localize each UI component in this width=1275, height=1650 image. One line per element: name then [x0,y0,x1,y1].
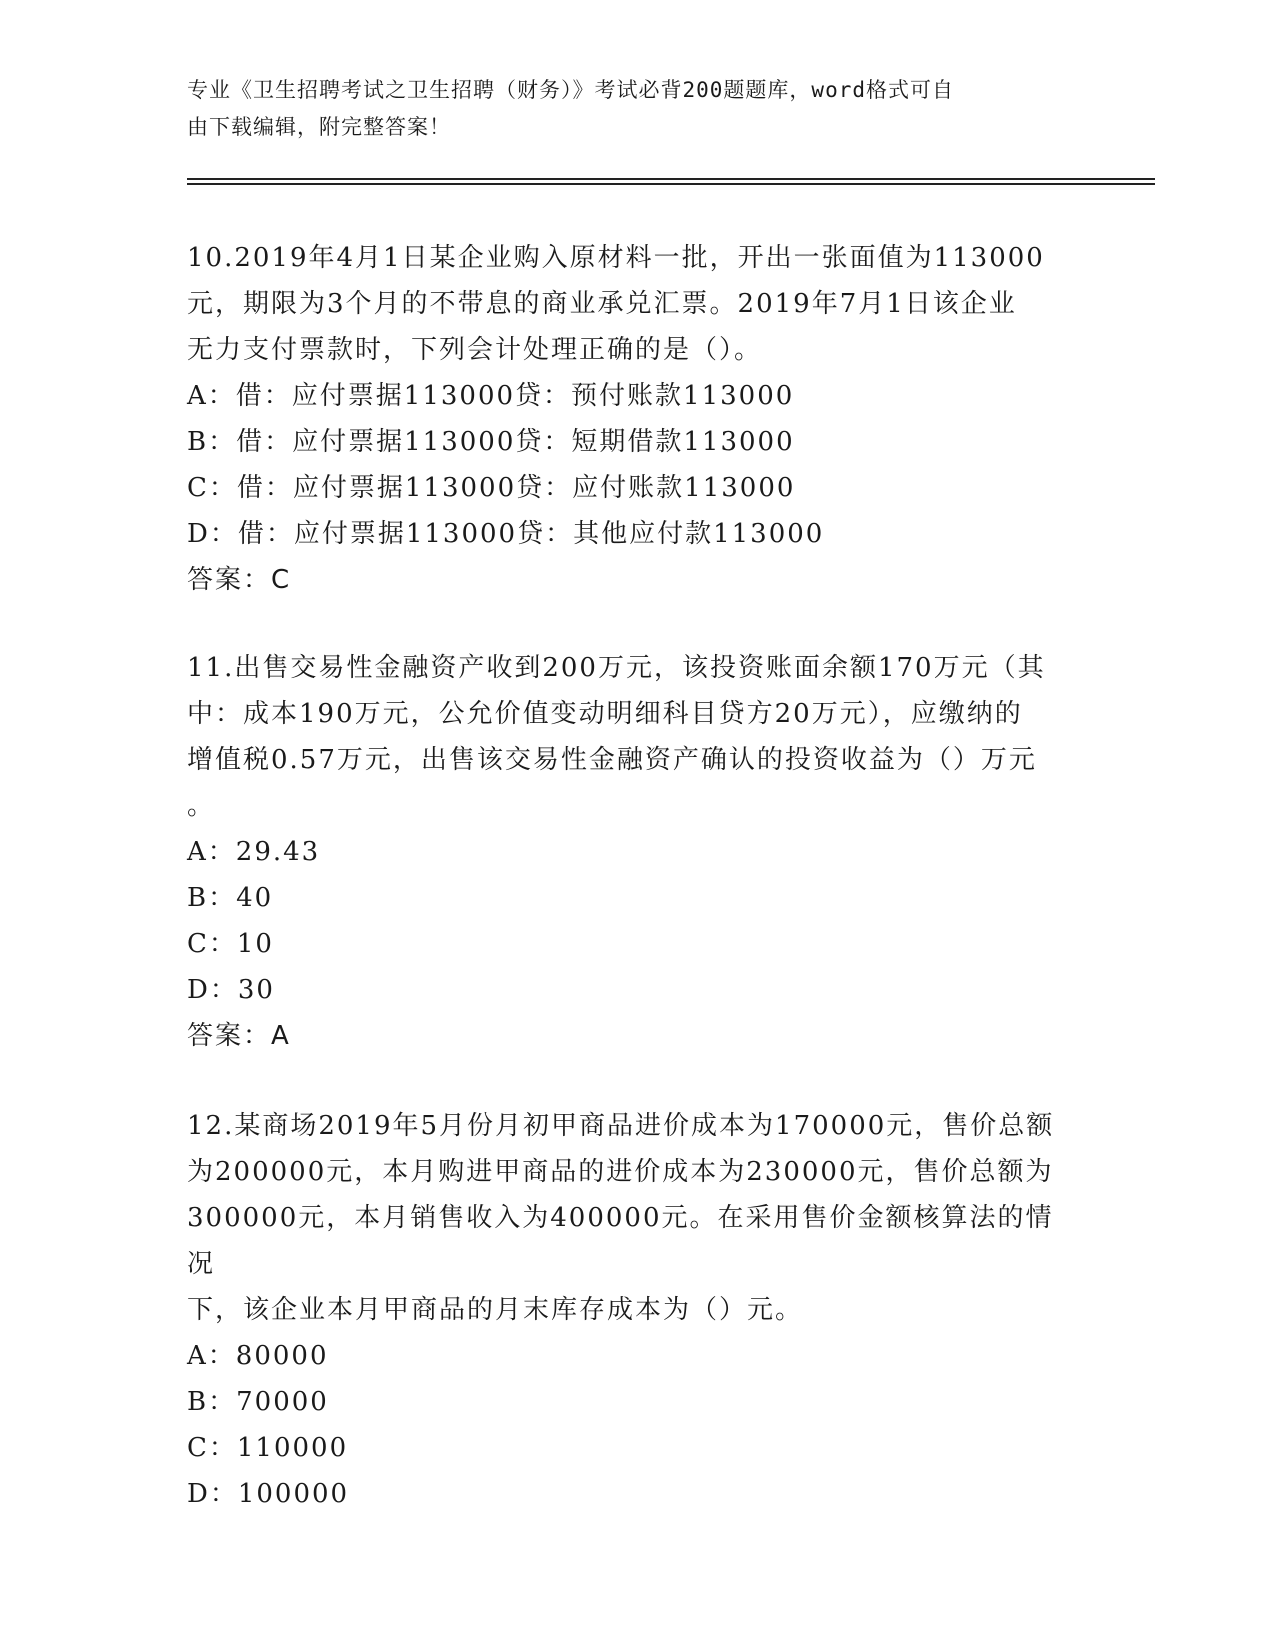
question-line: 中：成本190万元，公允价值变动明细科目贷方20万元），应缴纳的 [187,699,1023,729]
options-list [187,829,1077,1013]
header-divider-bottom [187,183,1155,185]
question-line: 10.2019年4月1日某企业购入原材料一批，开出一张面值为113000 [187,243,1045,273]
option-d: D：30 [187,975,275,1005]
question-text [187,1103,1077,1333]
question-line: 11.出售交易性金融资产收到200万元，该投资账面余额170万元（其 [187,653,1046,683]
answer-label: 答案：C [187,565,292,595]
document-header [187,72,1067,146]
option-c: C：110000 [187,1433,349,1463]
question-line: 元，期限为3个月的不带息的商业承兑汇票。2019年7月1日该企业 [187,289,1017,319]
question-line: 增值税0.57万元，出售该交易性金融资产确认的投资收益为（）万元 [187,745,1037,775]
question-12 [187,1103,1077,1517]
question-text [187,235,1077,373]
option-a: A：借：应付票据113000贷：预付账款113000 [187,381,795,411]
question-line: 12.某商场2019年5月份月初甲商品进价成本为170000元，售价总额 [187,1111,1055,1141]
option-b: B：40 [187,883,274,913]
answer-label: 答案：A [187,1021,291,1051]
question-line: 无力支付票款时，下列会计处理正确的是（）。 [187,335,763,365]
option-b: B：70000 [187,1387,329,1417]
header-line-2: 由下载编辑，附完整答案！ [187,115,451,139]
options-list [187,373,1077,557]
option-c: C：借：应付票据113000贷：应付账款113000 [187,473,796,503]
option-a: A：80000 [187,1341,329,1371]
option-b: B：借：应付票据113000贷：短期借款113000 [187,427,795,457]
option-a: A：29.43 [187,837,321,867]
option-d: D：100000 [187,1479,350,1509]
header-divider-top [187,178,1155,180]
question-line: 300000元，本月销售收入为400000元。在采用售价金额核算法的情况 [187,1203,1054,1279]
question-line: 。 [187,791,216,821]
option-d: D：借：应付票据113000贷：其他应付款113000 [187,519,825,549]
question-text [187,645,1077,829]
question-line: 下，该企业本月甲商品的月末库存成本为（）元。 [187,1295,804,1325]
header-line-1: 专业《卫生招聘考试之卫生招聘（财务）》考试必背200题题库，word格式可自 [187,78,954,102]
options-list [187,1333,1077,1517]
question-10 [187,235,1077,603]
question-line: 为200000元，本月购进甲商品的进价成本为230000元，售价总额为 [187,1157,1054,1187]
question-11 [187,645,1077,1059]
option-c: C：10 [187,929,274,959]
